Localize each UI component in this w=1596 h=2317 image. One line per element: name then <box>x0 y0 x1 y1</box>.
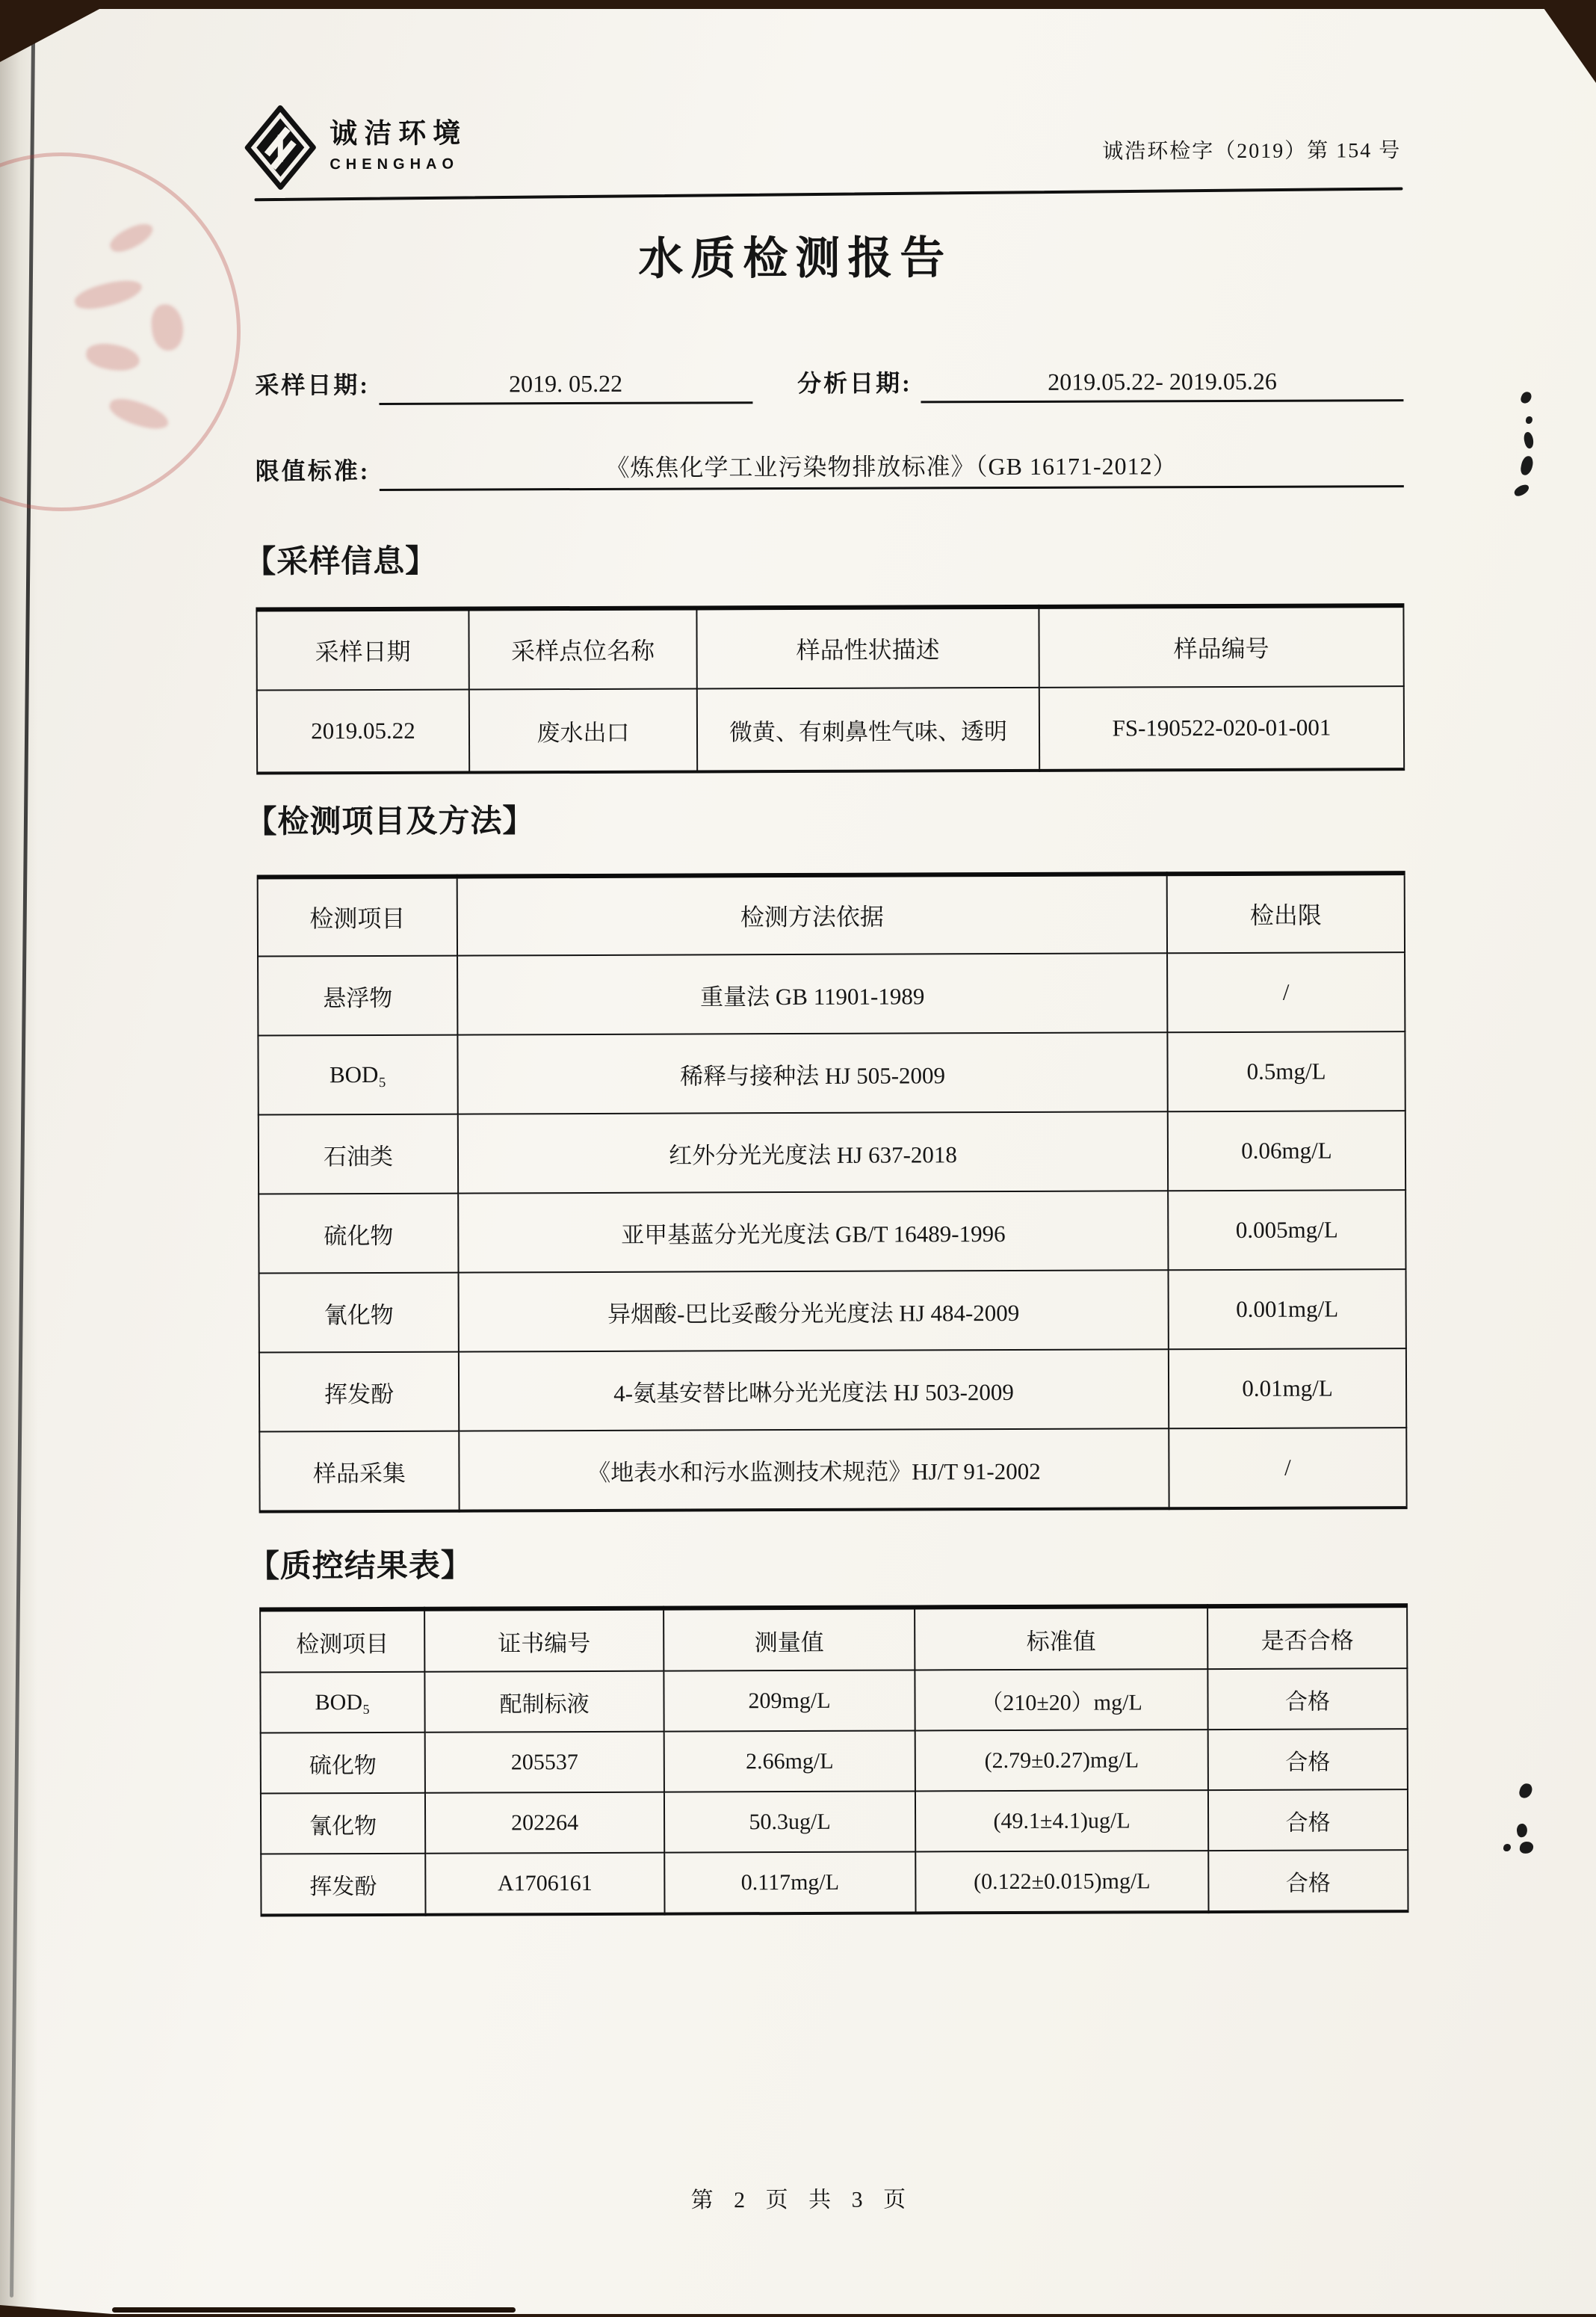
table-cell: 硫化物 <box>259 1194 458 1274</box>
column-header: 检测项目 <box>258 877 457 957</box>
table-row <box>259 1111 1405 1194</box>
table-row <box>261 1789 1408 1854</box>
section-heading-methods: 【检测项目及方法】 <box>245 804 535 840</box>
table-cell: 稀释与接种法 HJ 505-2009 <box>457 1032 1167 1114</box>
qc-results-table <box>259 1603 1408 1916</box>
table-cell: 2019.05.22 <box>257 690 469 774</box>
company-logo-text <box>330 105 467 174</box>
company-name-en: CHENGHAO <box>330 155 460 173</box>
test-methods-table <box>257 871 1408 1513</box>
table-cell: 异烟酸-巴比妥酸分光光度法 HJ 484-2009 <box>459 1270 1169 1351</box>
table-cell: 亚甲基蓝分光光度法 GB/T 16489-1996 <box>458 1191 1168 1272</box>
table-cell: (0.122±0.015)mg/L <box>915 1851 1208 1913</box>
table-cell: 合格 <box>1208 1729 1408 1790</box>
page-title: 水质检测报告 <box>638 233 953 284</box>
table-cell: 0.5mg/L <box>1167 1031 1405 1111</box>
table-cell: 202264 <box>425 1792 664 1854</box>
table-cell: 红外分光光度法 HJ 637-2018 <box>458 1111 1168 1193</box>
table-header-row <box>256 605 1403 690</box>
table-cell: 微黄、有刺鼻性气味、透明 <box>697 688 1039 772</box>
table-row <box>259 1269 1406 1352</box>
table-cell: 合格 <box>1208 1850 1408 1912</box>
column-header: 采样点位名称 <box>468 608 696 689</box>
table-row <box>259 1190 1405 1273</box>
table-cell: 合格 <box>1208 1789 1408 1851</box>
table-cell: 0.001mg/L <box>1169 1269 1406 1349</box>
table-cell: 样品采集 <box>259 1431 459 1512</box>
sample-date-label: 采样日期: <box>255 371 371 399</box>
limit-standard-value: 《炼焦化学工业污染物排放标准》（GB 16171-2012） <box>379 446 1404 491</box>
table-cell: BOD₅ <box>260 1672 424 1733</box>
table-cell: 氰化物 <box>259 1273 459 1353</box>
section-heading-qc: 【质控结果表】 <box>247 1549 473 1585</box>
limit-standard-row <box>256 446 1404 491</box>
table-cell: 0.06mg/L <box>1168 1111 1405 1191</box>
column-header: 检测项目 <box>260 1609 424 1673</box>
company-logo <box>244 105 467 191</box>
column-header: 样品编号 <box>1039 605 1403 688</box>
table-cell: 悬浮物 <box>258 956 457 1036</box>
column-header: 标准值 <box>915 1606 1207 1670</box>
table-row <box>258 952 1405 1035</box>
section-heading-sampling: 【采样信息】 <box>244 544 438 580</box>
table-cell: 《地表水和污水监测技术规范》HJ/T 91-2002 <box>459 1428 1169 1511</box>
table-cell: 合格 <box>1207 1668 1407 1730</box>
table-cell: BOD₅ <box>258 1035 457 1115</box>
table-cell: 氰化物 <box>261 1793 425 1854</box>
table-cell: 石油类 <box>259 1114 458 1194</box>
analysis-date-label: 分析日期: <box>797 369 912 397</box>
document-number: 诚浩环检字（2019）第 154 号 <box>1102 139 1402 164</box>
column-header: 是否合格 <box>1207 1605 1407 1669</box>
table-cell: 废水出口 <box>469 688 697 772</box>
table-cell: 配制标液 <box>424 1671 664 1733</box>
table-cell: A1706161 <box>425 1853 664 1915</box>
table-cell: 挥发酚 <box>261 1854 425 1916</box>
column-header: 证书编号 <box>424 1608 664 1672</box>
paper-sheet <box>0 9 1596 2314</box>
document-content <box>0 6 1596 2316</box>
table-header-row <box>260 1605 1407 1672</box>
table-cell: 挥发酚 <box>259 1352 459 1432</box>
sampling-info-table <box>256 603 1405 774</box>
table-cell: 硫化物 <box>261 1733 425 1794</box>
table-cell: (2.79±0.27)mg/L <box>915 1730 1208 1791</box>
table-header-row <box>258 873 1405 956</box>
table-cell: 0.117mg/L <box>664 1851 915 1913</box>
table-cell: 0.005mg/L <box>1168 1190 1405 1270</box>
table-cell: 0.01mg/L <box>1169 1348 1406 1428</box>
table-cell: / <box>1167 952 1405 1032</box>
table-cell: （210±20）mg/L <box>915 1669 1207 1730</box>
company-name-cn: 诚洁环境 <box>330 117 468 149</box>
table-cell: / <box>1169 1428 1406 1508</box>
sample-date-value: 2019. 05.22 <box>379 369 752 405</box>
table-cell: FS-190522-020-01-001 <box>1039 686 1404 771</box>
column-header: 检测方法依据 <box>457 874 1167 955</box>
table-cell: 4-氨基安替比啉分光光度法 HJ 503-2009 <box>459 1349 1169 1431</box>
date-fields-row <box>255 362 1403 405</box>
column-header: 检出限 <box>1167 873 1405 953</box>
column-header: 采样日期 <box>256 609 468 691</box>
table-cell: 209mg/L <box>664 1670 915 1731</box>
table-cell: 2.66mg/L <box>664 1730 915 1792</box>
column-header: 样品性状描述 <box>696 607 1039 689</box>
table-cell: 205537 <box>425 1732 664 1793</box>
table-row <box>257 686 1404 773</box>
table-row <box>259 1348 1406 1431</box>
column-header: 测量值 <box>664 1607 915 1670</box>
table-row <box>260 1668 1407 1733</box>
table-row <box>261 1729 1408 1793</box>
table-cell: (49.1±4.1)ug/L <box>915 1790 1208 1851</box>
analysis-date-value: 2019.05.22- 2019.05.26 <box>921 367 1404 403</box>
table-row <box>259 1428 1406 1511</box>
table-row <box>261 1850 1408 1915</box>
scan-edge-shadow <box>112 2307 516 2313</box>
table-cell: 重量法 GB 11901-1989 <box>457 953 1167 1034</box>
limit-standard-label: 限值标准: <box>255 457 371 485</box>
page-number: 第 2 页 共 3 页 <box>690 2187 914 2213</box>
table-row <box>258 1031 1405 1114</box>
table-cell: 50.3ug/L <box>664 1791 915 1852</box>
diamond-logo-icon <box>244 105 316 190</box>
